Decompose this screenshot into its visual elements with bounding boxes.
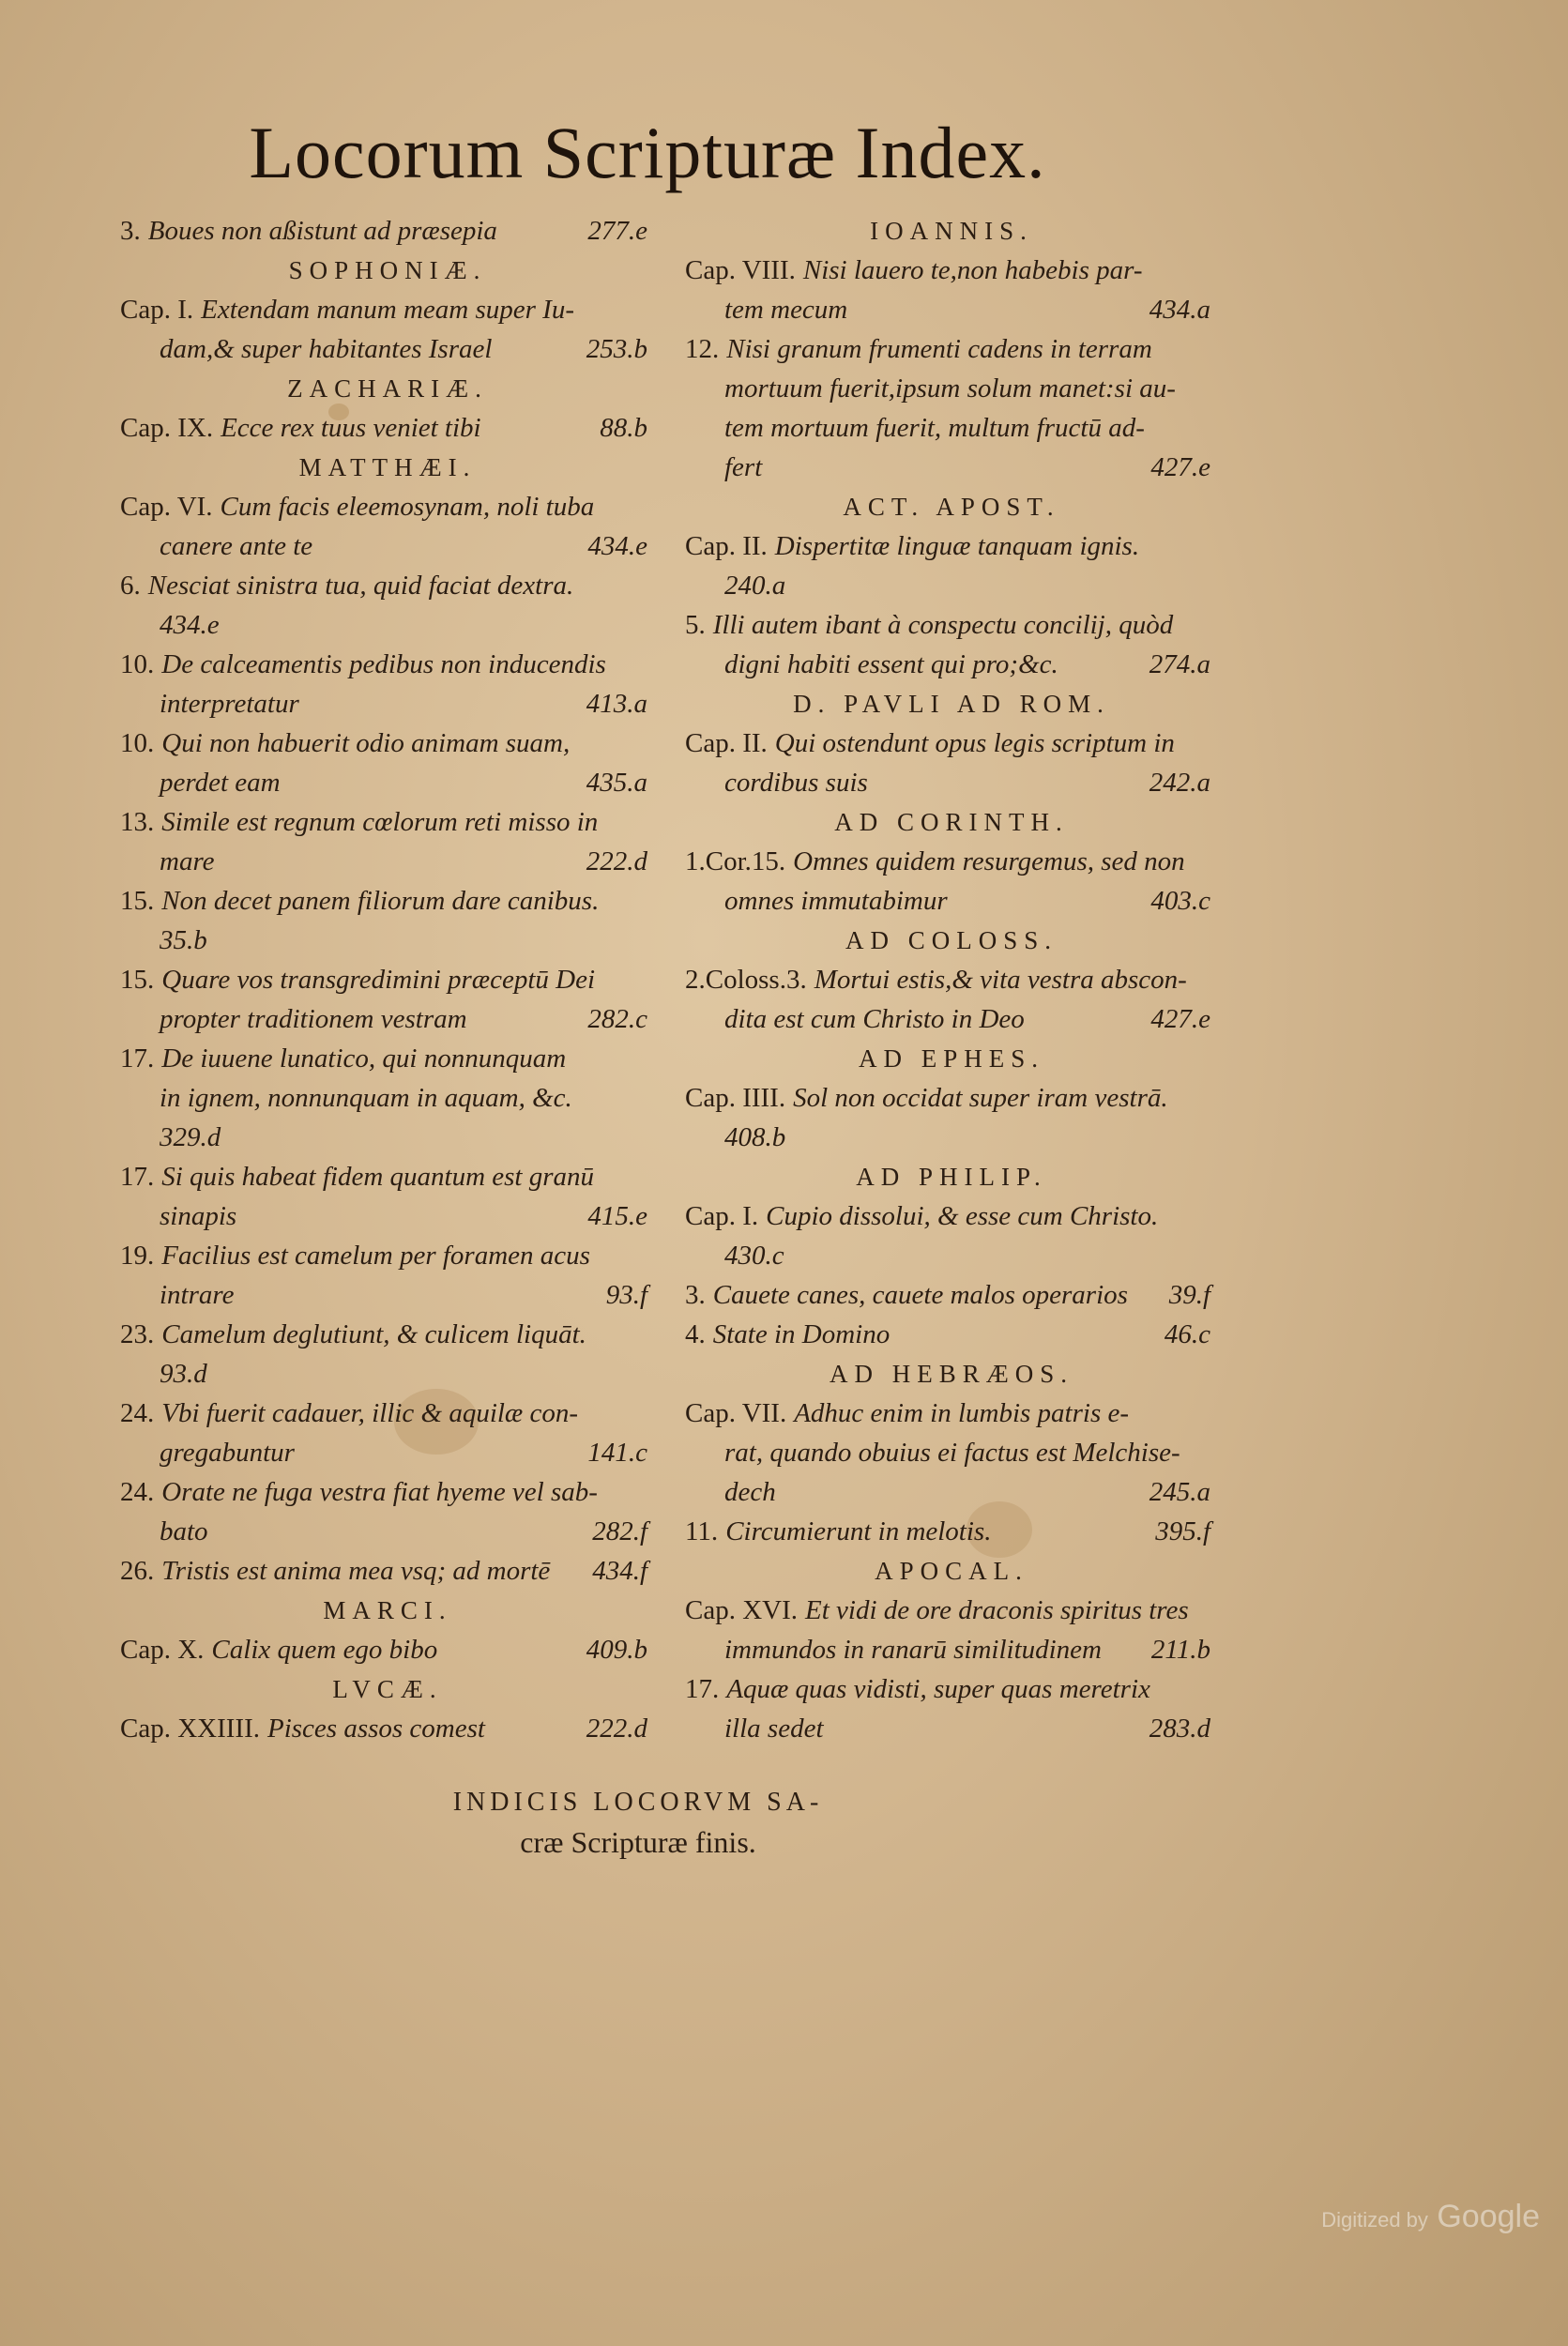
entry-text: De iuuene lunatico, qui nonnunquam: [161, 1044, 567, 1074]
index-entry: [685, 724, 1218, 802]
index-entry: [685, 1669, 1218, 1748]
index-entry: [120, 1709, 655, 1748]
index-entry: [120, 960, 655, 1039]
entry-continuation: tem mecum: [724, 295, 848, 325]
entry-text: Facilius est camelum per foramen acus: [161, 1241, 590, 1271]
index-column-right: [685, 211, 1218, 1748]
entry-text: Si quis habeat fidem quantum est granū: [161, 1162, 595, 1192]
index-entry: [685, 329, 1218, 487]
entry-continuation: 329.d: [160, 1122, 221, 1152]
page-reference: 253.b: [586, 334, 647, 364]
entry-text: State in Domino: [712, 1319, 891, 1349]
entry-reference: 12.: [685, 334, 720, 364]
entry-continuation: 408.b: [724, 1122, 786, 1152]
entry-reference: 17.: [120, 1162, 155, 1192]
entry-continuation: interpretatur: [160, 689, 299, 719]
index-entry: [685, 251, 1218, 329]
page-reference: 403.c: [1150, 886, 1210, 916]
entry-continuation: in ignem, nonnunquam in aquam, &c.: [160, 1083, 572, 1113]
entry-reference: 5.: [685, 610, 706, 640]
index-entry: [120, 1472, 655, 1551]
page-reference: 211.b: [1150, 1635, 1210, 1665]
entry-text: De calceamentis pedibus non inducendis: [161, 649, 606, 679]
page-reference: 141.c: [587, 1438, 647, 1468]
entry-reference: Cap. II.: [685, 531, 768, 561]
index-entry: [685, 1275, 1218, 1315]
entry-reference: 13.: [120, 807, 155, 837]
entry-reference: 3.: [120, 216, 141, 246]
index-column-left: [120, 211, 655, 1748]
index-entry: [685, 960, 1218, 1039]
index-entry: [120, 566, 655, 645]
entry-reference: 10.: [120, 649, 155, 679]
index-end-note: [282, 1783, 995, 1862]
entry-text: Nisi granum frumenti cadens in terram: [726, 334, 1152, 364]
google-logo: Google: [1437, 2199, 1540, 2234]
entry-continuation: 430.c: [724, 1241, 784, 1271]
entry-text: Adhuc enim in lumbis patris e-: [794, 1398, 1130, 1428]
page-reference: 435.a: [586, 768, 647, 798]
entry-reference: Cap. I.: [120, 295, 194, 325]
index-entry: [120, 724, 655, 802]
entry-continuation: tem mortuum fuerit, multum fructū ad-: [724, 413, 1145, 443]
page-reference: 282.f: [592, 1516, 647, 1546]
entry-text: Nesciat sinistra tua, quid faciat dextra.: [147, 571, 574, 601]
entry-reference: 17.: [685, 1674, 720, 1704]
page-reference: 434.f: [592, 1556, 647, 1586]
section-heading: D. PAVLI AD ROM.: [793, 690, 1110, 718]
page-reference: 46.c: [1164, 1319, 1210, 1349]
entry-text: Tristis est anima mea vsq; ad mortē: [161, 1556, 551, 1586]
entry-continuation: 240.a: [724, 571, 786, 601]
page-reference: 413.a: [586, 689, 647, 719]
page-reference: 93.f: [605, 1280, 647, 1310]
entry-reference: 3.: [685, 1280, 706, 1310]
page-reference: 395.f: [1155, 1516, 1210, 1546]
index-entry: [685, 1591, 1218, 1669]
index-entry: [120, 1157, 655, 1236]
entry-continuation: immundos in ranarū similitudinem: [724, 1635, 1102, 1665]
entry-text: Quare vos transgredimini præceptū Dei: [161, 965, 596, 995]
index-entry: [120, 1315, 655, 1394]
entry-continuation: 434.e: [160, 610, 220, 640]
end-note-line-1: INDICIS LOCORVM SA-: [452, 1788, 824, 1817]
page-reference: 277.e: [587, 216, 647, 246]
page-reference: 427.e: [1150, 452, 1210, 482]
index-entry: [120, 1236, 655, 1315]
index-entry: [685, 1315, 1218, 1354]
page-reference: 415.e: [587, 1201, 647, 1231]
section-heading: MARCI.: [323, 1596, 452, 1624]
entry-continuation: dam,& super habitantes Israel: [160, 334, 493, 364]
entry-continuation: mare: [160, 846, 215, 876]
index-entry: [120, 1394, 655, 1472]
index-entry: [685, 1078, 1218, 1157]
entry-text: Illi autem ibant à conspectu concilij, quòd: [712, 610, 1174, 640]
index-entry: [120, 1630, 655, 1669]
entry-continuation: canere ante te: [160, 531, 313, 561]
entry-continuation: omnes immutabimur: [724, 886, 948, 916]
entry-continuation: 35.b: [160, 925, 207, 955]
entry-continuation: illa sedet: [724, 1714, 824, 1744]
entry-reference: Cap. XXIIII.: [120, 1714, 260, 1744]
entry-text: Qui non habuerit odio animam suam,: [161, 728, 571, 758]
entry-text: Sol non occidat super iram vestrā.: [793, 1083, 1168, 1113]
entry-reference: Cap. IIII.: [685, 1083, 786, 1113]
entry-text: Calix quem ego bibo: [211, 1635, 438, 1665]
entry-text: Cauete canes, cauete malos operarios: [712, 1280, 1128, 1310]
section-heading: AD HEBRÆOS.: [829, 1360, 1074, 1388]
entry-continuation: digni habiti essent qui pro;&c.: [724, 649, 1058, 679]
entry-continuation: fert: [724, 452, 763, 482]
page-reference: 88.b: [600, 413, 647, 443]
entry-continuation: rat, quando obuius ei factus est Melchise-: [724, 1438, 1180, 1468]
entry-text: Dispertitæ linguæ tanquam ignis.: [774, 531, 1140, 561]
entry-text: Mortui estis,& vita vestra abscon-: [814, 965, 1187, 995]
page-reference: 434.a: [1149, 295, 1210, 325]
index-entry: [120, 645, 655, 724]
entry-reference: 10.: [120, 728, 155, 758]
index-entry: [685, 1394, 1218, 1512]
section-heading: MATTHÆI.: [298, 453, 477, 481]
entry-reference: 1.Cor.15.: [685, 846, 786, 876]
page-reference: 434.e: [587, 531, 647, 561]
page-reference: 39.f: [1168, 1280, 1210, 1310]
entry-continuation: dech: [724, 1477, 776, 1507]
page-reference: 427.e: [1150, 1004, 1210, 1034]
index-entry: [120, 290, 655, 369]
page-reference: 274.a: [1149, 649, 1210, 679]
section-heading: IOANNIS.: [870, 217, 1033, 245]
entry-text: Pisces assos comest: [266, 1714, 485, 1744]
entry-text: Et vidi de ore draconis spiritus tres: [805, 1595, 1189, 1625]
entry-text: Cupio dissolui, & esse cum Christo.: [766, 1201, 1159, 1231]
entry-continuation: bato: [160, 1516, 208, 1546]
entry-continuation: propter traditionem vestram: [160, 1004, 467, 1034]
section-heading: AD EPHES.: [858, 1044, 1044, 1073]
entry-continuation: sinapis: [160, 1201, 237, 1231]
index-entry: [120, 408, 655, 448]
entry-reference: 6.: [120, 571, 141, 601]
index-entry: [685, 1196, 1218, 1275]
page-title: Locorum Scripturæ Index.: [249, 112, 1046, 193]
entry-text: Vbi fuerit cadauer, illic & aquilæ con-: [161, 1398, 579, 1428]
page-reference: 283.d: [1149, 1714, 1210, 1744]
entry-text: Simile est regnum cœlorum reti misso in: [161, 807, 599, 837]
entry-continuation: dita est cum Christo in Deo: [724, 1004, 1025, 1034]
entry-text: Nisi lauero te,non habebis par-: [802, 255, 1143, 285]
index-entry: [685, 526, 1218, 605]
entry-continuation: cordibus suis: [724, 768, 868, 798]
section-heading: AD COLOSS.: [845, 926, 1058, 954]
entry-continuation: perdet eam: [160, 768, 281, 798]
entry-text: Omnes quidem resurgemus, sed non: [793, 846, 1185, 876]
index-entry: [120, 1039, 655, 1157]
section-heading: LVCÆ.: [332, 1675, 443, 1703]
entry-reference: 23.: [120, 1319, 155, 1349]
watermark-prefix: Digitized by: [1321, 2208, 1428, 2232]
entry-text: Ecce rex tuus veniet tibi: [221, 413, 481, 443]
page-reference: 222.d: [586, 1714, 647, 1744]
digitized-watermark: [1321, 2199, 1540, 2235]
index-entry: [120, 487, 655, 566]
entry-reference: 2.Coloss.3.: [685, 965, 807, 995]
section-heading: AD CORINTH.: [834, 808, 1069, 836]
index-entry: [685, 605, 1218, 684]
entry-text: Aquæ quas vidisti, super quas meretrix: [726, 1674, 1150, 1704]
entry-text: Cum facis eleemosynam, noli tuba: [220, 492, 595, 522]
entry-reference: 24.: [120, 1398, 155, 1428]
entry-reference: 15.: [120, 965, 155, 995]
section-heading: ZACHARIÆ.: [287, 374, 488, 403]
page-reference: 242.a: [1149, 768, 1210, 798]
entry-reference: Cap. VI.: [120, 492, 213, 522]
entry-reference: 17.: [120, 1044, 155, 1074]
index-entry: [120, 211, 655, 251]
entry-text: Extendam manum meam super Iu-: [201, 295, 574, 325]
entry-reference: Cap. X.: [120, 1635, 205, 1665]
index-entry: [120, 802, 655, 881]
page-reference: 222.d: [586, 846, 647, 876]
end-note-line-2: cræ Scripturæ finis.: [520, 1825, 756, 1859]
section-heading: AD PHILIP.: [856, 1163, 1047, 1191]
section-heading: ACT. APOST.: [843, 493, 1060, 521]
index-entry: [685, 842, 1218, 921]
entry-reference: Cap. VIII.: [685, 255, 796, 285]
section-heading: SOPHONIÆ.: [288, 256, 487, 284]
entry-reference: Cap. I.: [685, 1201, 759, 1231]
entry-text: Circumierunt in melotis.: [725, 1516, 992, 1546]
section-heading: APOCAL.: [875, 1557, 1028, 1585]
index-entry: [120, 881, 655, 960]
entry-text: Qui ostendunt opus legis scriptum in: [774, 728, 1175, 758]
entry-reference: 24.: [120, 1477, 155, 1507]
entry-reference: 19.: [120, 1241, 155, 1271]
entry-continuation: mortuum fuerit,ipsum solum manet:si au-: [724, 373, 1176, 404]
page-reference: 245.a: [1149, 1477, 1210, 1507]
entry-text: Camelum deglutiunt, & culicem liquāt.: [161, 1319, 586, 1349]
entry-text: Orate ne fuga vestra fiat hyeme vel sab-: [161, 1477, 598, 1507]
page-reference: 409.b: [586, 1635, 647, 1665]
page-reference: 282.c: [587, 1004, 647, 1034]
entry-reference: 11.: [685, 1516, 719, 1546]
entry-reference: Cap. XVI.: [685, 1595, 799, 1625]
entry-reference: Cap. IX.: [120, 413, 214, 443]
entry-continuation: intrare: [160, 1280, 235, 1310]
entry-reference: Cap. II.: [685, 728, 768, 758]
entry-continuation: gregabuntur: [160, 1438, 295, 1468]
entry-reference: 26.: [120, 1556, 155, 1586]
entry-continuation: 93.d: [160, 1359, 207, 1389]
entry-reference: 4.: [685, 1319, 706, 1349]
index-entry: [120, 1551, 655, 1591]
entry-text: Boues non aßistunt ad præsepia: [147, 216, 497, 246]
index-entry: [685, 1512, 1218, 1551]
entry-reference: 15.: [120, 886, 155, 916]
entry-reference: Cap. VII.: [685, 1398, 787, 1428]
entry-text: Non decet panem filiorum dare canibus.: [161, 886, 600, 916]
